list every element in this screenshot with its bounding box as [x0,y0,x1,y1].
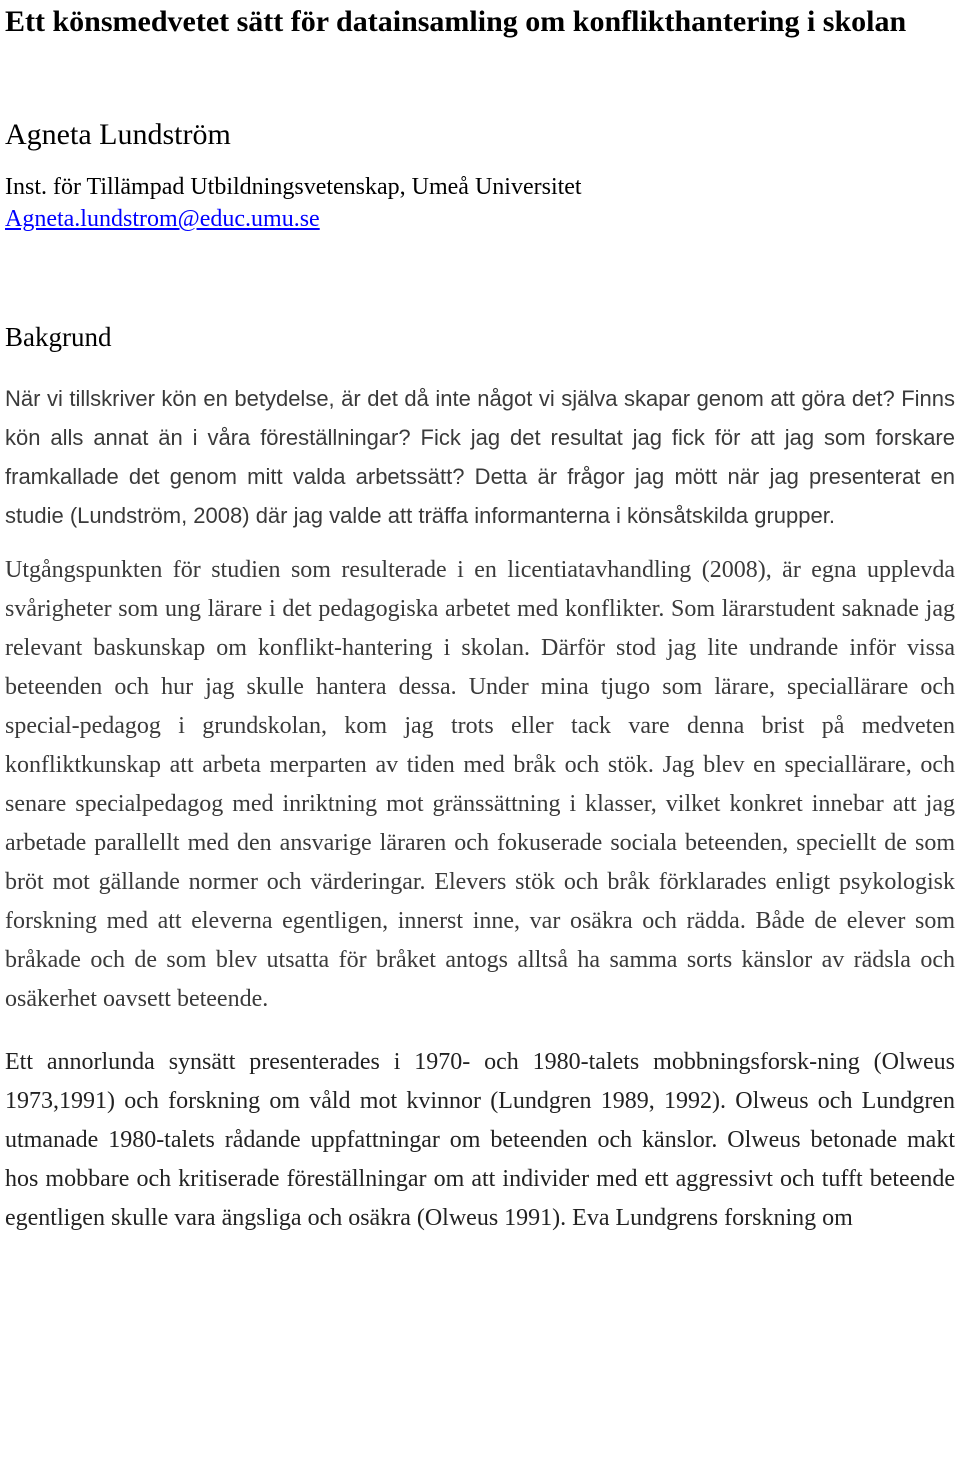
section-heading-bakgrund: Bakgrund [5,322,112,352]
document-title: Ett könsmedvetet sätt för datainsamling om konflikthantering i skolan [5,5,907,38]
paragraph-research: Ett annorlunda synsätt presenterades i 1970- och 1980-talets mobbningsforsk-ning (Olweus 1973,1991) och forskning om våld mot kvinnor (Lundgren 1989, 1992). Olweus och Lundgren utmanade 1980-talets rådande uppfattningar om beteenden och känslor. Olweus betonade makt hos mobbare och kritiserade föreställningar om att individer med ett aggressivt och tufft beteende egentligen skulle vara ängsliga och osäkra (Olweus 1991). Eva Lundgrens forskning om [5,1049,955,1231]
paragraph-background: Utgångspunkten för studien som resulterade i en licentiatavhandling (2008), är egna upplevda svårigheter som ung lärare i det pedagogiska arbetet med konflikter. Som lärarstudent saknade jag relevant baskunskap om konflikt-hantering i skolan. Därför stod jag lite undrande inför vissa beteenden och hur jag skulle hantera dessa. Under mina tjugo som lärare, speciallärare och special-pedagog i grundskolan, kom jag trots eller tack vare denna brist på medveten konfliktkunskap att arbeta merparten av tiden med bråk och stök. Jag blev en speciallärare, och senare specialpedagog med inriktning mot gränssättning i klasser, vilket konkret innebar att jag arbetade parallellt med den ansvarige läraren och fokuserade sociala beteenden, speciellt de som bröt mot gällande normer och värderingar. Elevers stök och bråk förklarades enligt psykologisk forskning med att eleverna egentligen, innerst inne, var osäkra och rädda. Både de elever som bråkade och de som blev utsatta för bråket antogs alltså ha samma sorts känslor av rädsla och osäkerhet oavsett beteende. [5,557,955,1012]
author-affiliation: Inst. för Tillämpad Utbildningsvetenskap, Umeå Universitet [5,174,582,200]
document-page [5,0,955,1238]
author-name: Agneta Lundström [5,118,231,151]
author-email-link[interactable]: Agneta.lundstrom@educ.umu.se [5,206,320,232]
paragraph-intro: När vi tillskriver kön en betydelse, är det då inte något vi själva skapar genom att göra det? Finns kön alls annat än i våra föreställningar? Fick jag det resultat jag fick för att jag som forskare framkallade det genom mitt valda arbetssätt? Detta är frågor jag mött när jag presenterat en studie (Lundström, 2008) där jag valde att träffa informanterna i könsåtskilda grupper. [5,386,955,528]
